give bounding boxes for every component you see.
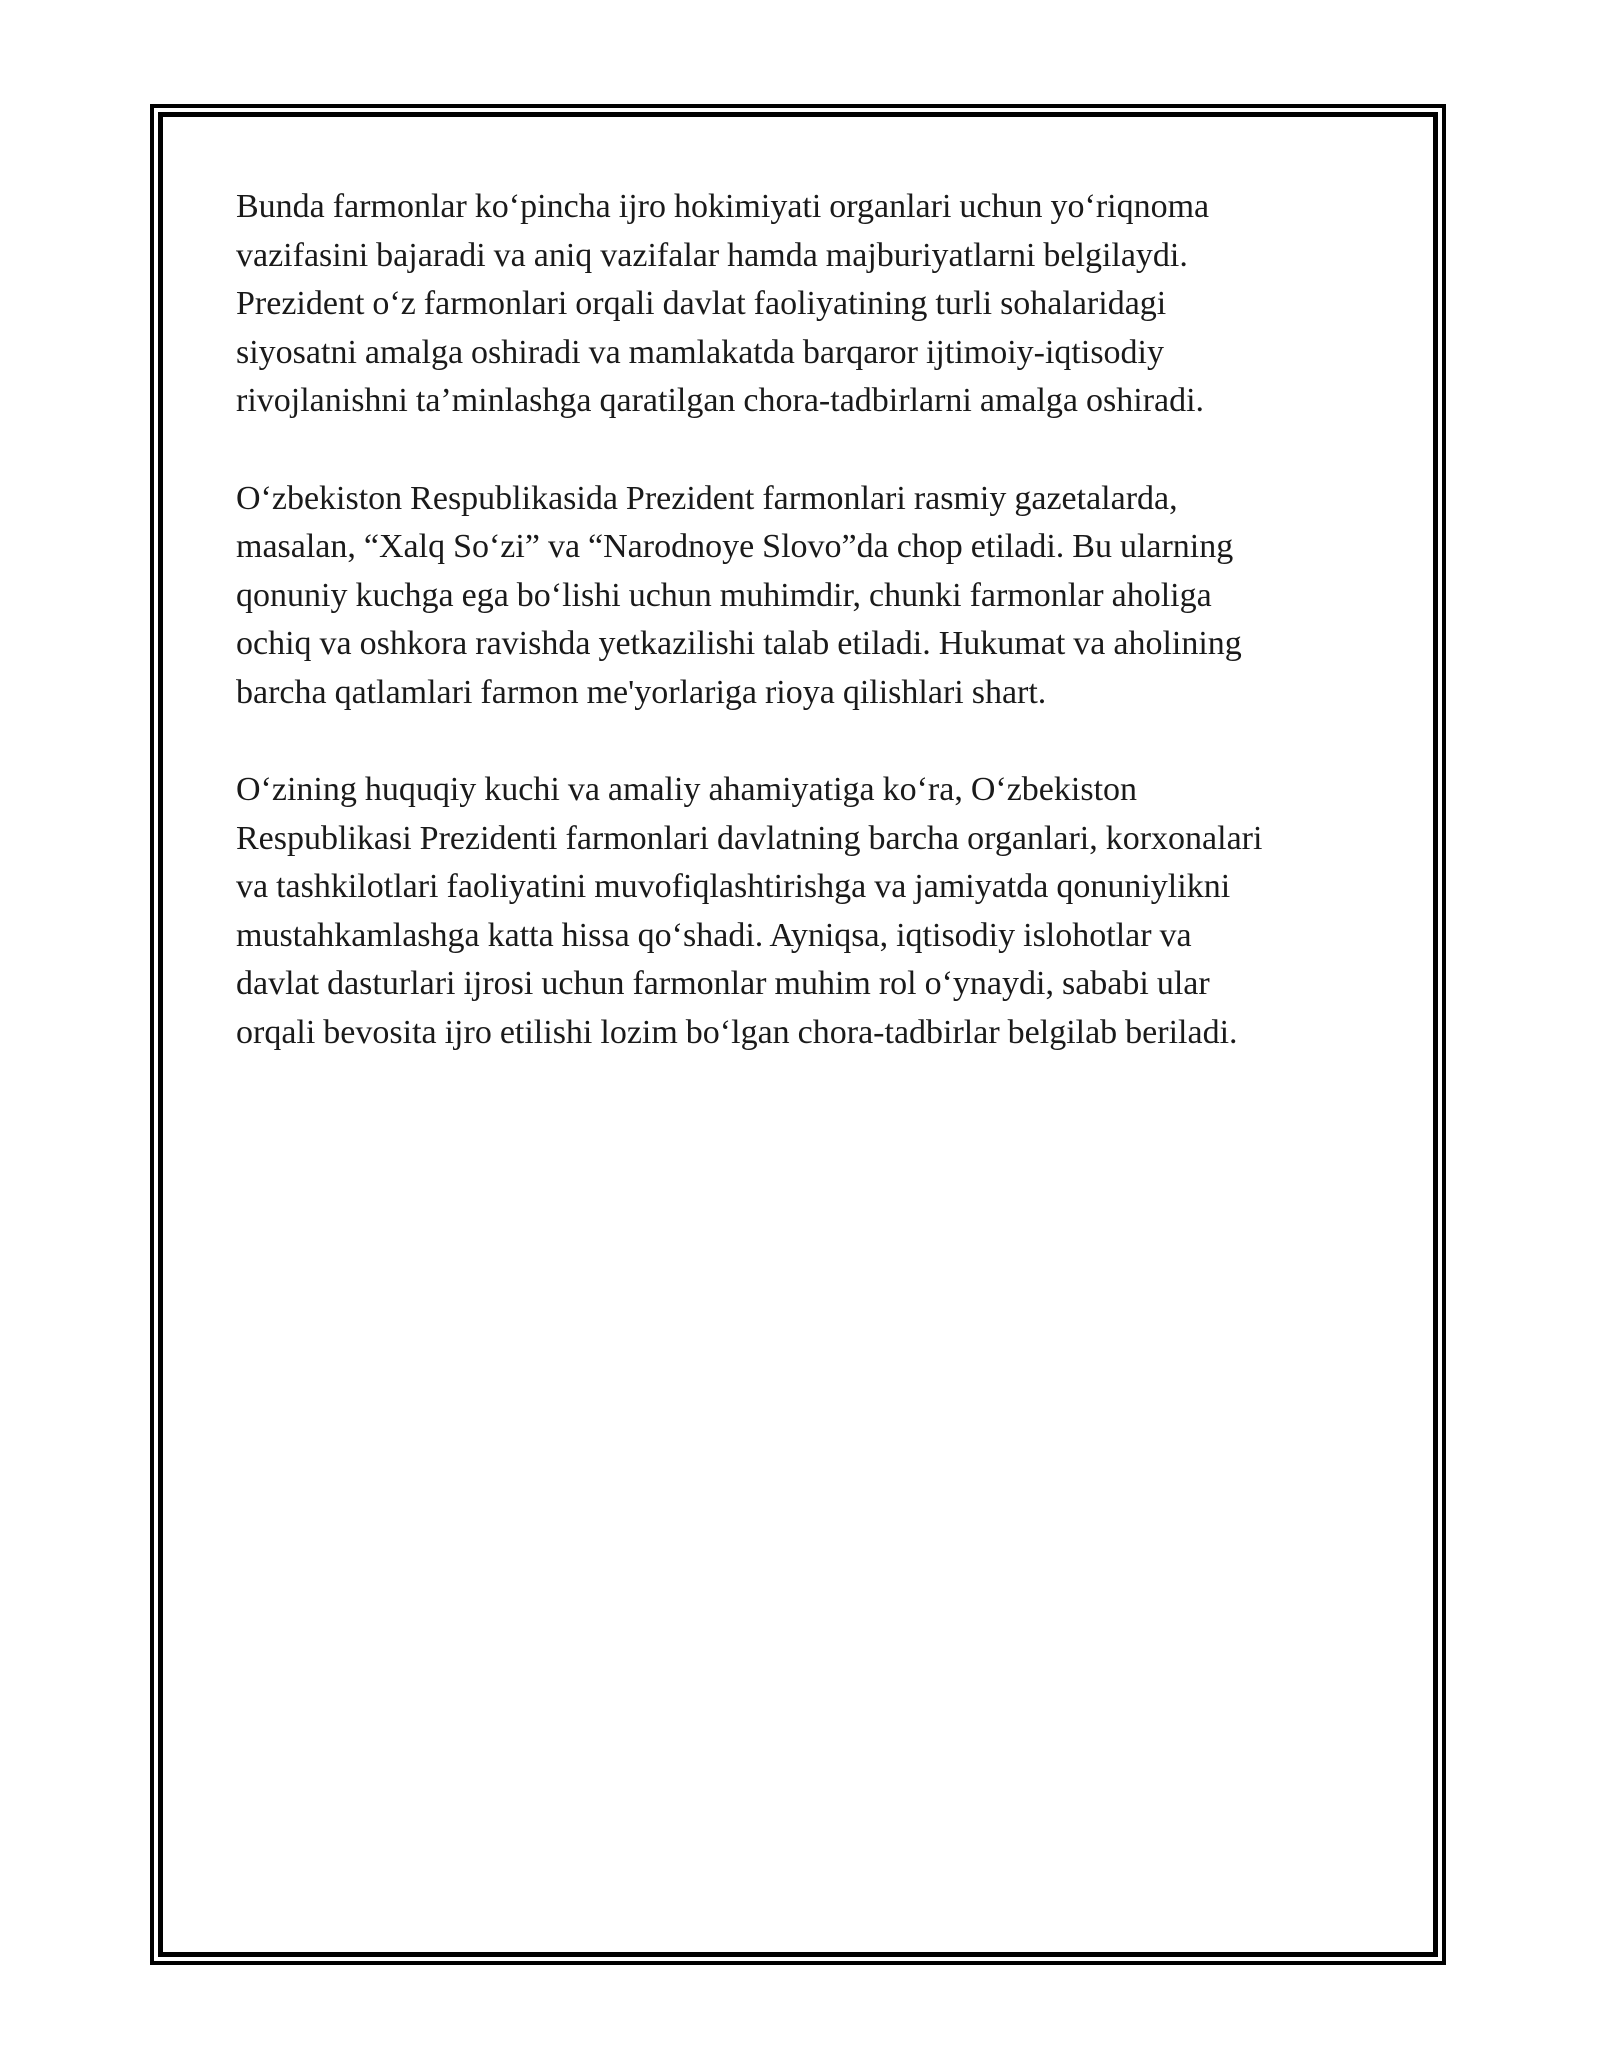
text-line: ochiq va oshkora ravishda yetkazilishi talab etiladi. Hukumat va aholining (236, 625, 1242, 662)
text-line: Respublikasi Prezidenti farmonlari davlatning barcha organlari, korxonalari (236, 819, 1263, 857)
text-line: Bunda farmonlar ko‘pincha ijro hokimiyati organlari uchun yo‘riqnoma (236, 188, 1210, 225)
document-body (236, 183, 1376, 1106)
text-line: masalan, “Xalq So‘zi” va “Narodnoye Slovo”da chop etiladi. Bu ularning (236, 528, 1234, 565)
text-line: barcha qatlamlari farmon me'yorlariga rioya qilishlari shart. (236, 673, 1047, 711)
text-line: O‘zining huquqiy kuchi va amaliy ahamiyatiga ko‘ra, O‘zbekiston (236, 771, 1138, 808)
text-line: davlat dasturlari ijrosi uchun farmonlar muhim rol o‘ynaydi, sababi ular (236, 965, 1210, 1002)
paragraph-1 (236, 183, 1376, 426)
text-line: mustahkamlashga katta hissa qo‘shadi. Ayniqsa, iqtisodiy islohotlar va (236, 916, 1192, 954)
text-line: O‘zbekiston Respublikasida Prezident farmonlari rasmiy gazetalarda, (236, 479, 1178, 517)
text-line: qonuniy kuchga ega bo‘lishi uchun muhimdir, chunki farmonlar aholiga (236, 576, 1212, 614)
paragraph-2 (236, 475, 1376, 718)
text-line: Prezident o‘z farmonlari orqali davlat faoliyatining turli sohalaridagi (236, 285, 1167, 322)
text-line: va tashkilotlari faoliyatini muvofiqlashtirishga va jamiyatda qonuniylikni (236, 868, 1231, 905)
text-line: vazifasini bajaradi va aniq vazifalar hamda majburiyatlarni belgilaydi. (236, 236, 1188, 274)
paragraph-3 (236, 766, 1376, 1057)
text-line: orqali bevosita ijro etilishi lozim bo‘lgan chora-tadbirlar belgilab beriladi. (236, 1013, 1238, 1051)
text-line: rivojlanishni ta’minlashga qaratilgan chora-tadbirlarni amalga oshiradi. (236, 382, 1205, 419)
text-line: siyosatni amalga oshiradi va mamlakatda barqaror ijtimoiy-iqtisodiy (236, 333, 1164, 371)
